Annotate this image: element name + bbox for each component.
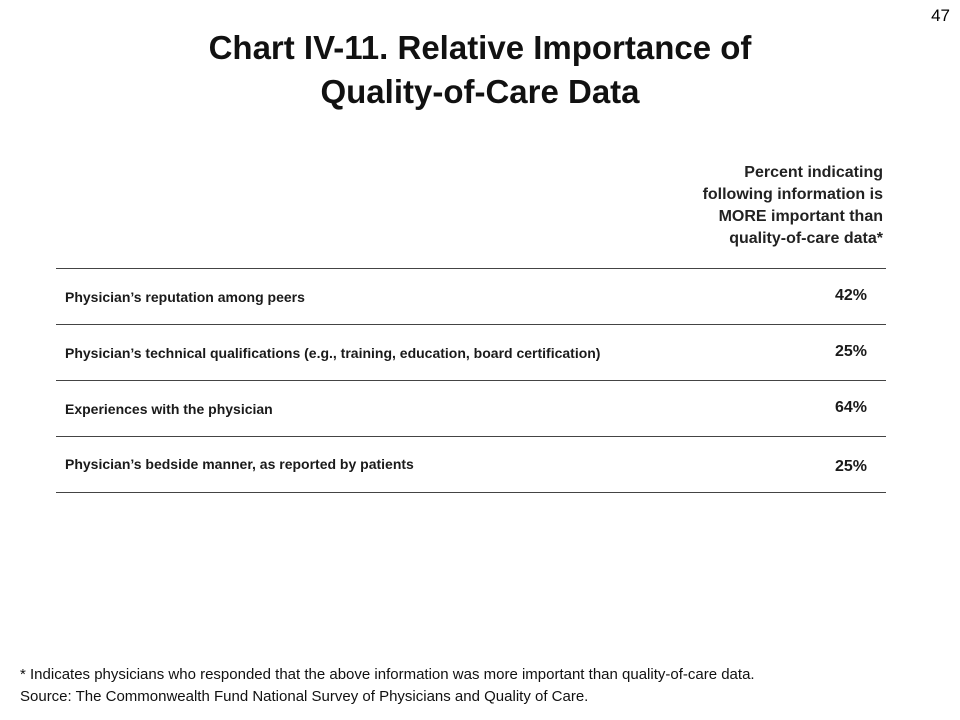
column-header: [603, 162, 883, 250]
row-label: Physician’s reputation among peers: [65, 289, 305, 305]
footnote-note: * Indicates physicians who responded that the above information was more important than quality-of-care data.: [20, 666, 755, 683]
row-value: 42%: [834, 287, 867, 304]
column-header-line-4: quality-of-care data*: [729, 230, 883, 247]
chart-title-line-1: Chart IV-11. Relative Importance of: [208, 29, 752, 66]
footnote: [20, 664, 755, 708]
table-row: [56, 325, 886, 381]
column-header-line-3: MORE important than: [718, 208, 883, 225]
page-number: 47: [931, 6, 950, 25]
column-header-line-2: following information is: [702, 186, 883, 203]
footnote-source: Source: The Commonwealth Fund National Survey of Physicians and Quality of Care.: [20, 688, 589, 705]
row-label: Physician’s bedside manner, as reported by patients: [65, 456, 414, 472]
table-row: [56, 269, 886, 325]
column-header-line-1: Percent indicating: [744, 164, 883, 181]
table-row: [56, 437, 886, 493]
data-table: [56, 268, 886, 493]
row-value: 25%: [834, 343, 867, 360]
row-label: Experiences with the physician: [65, 401, 273, 417]
row-label: Physician’s technical qualifications (e.g., training, education, board certification): [65, 345, 601, 361]
table-row: [56, 381, 886, 437]
row-value: 25%: [834, 458, 867, 475]
row-value: 64%: [834, 399, 867, 416]
chart-title-line-2: Quality-of-Care Data: [320, 73, 640, 110]
chart-title: [0, 26, 960, 114]
